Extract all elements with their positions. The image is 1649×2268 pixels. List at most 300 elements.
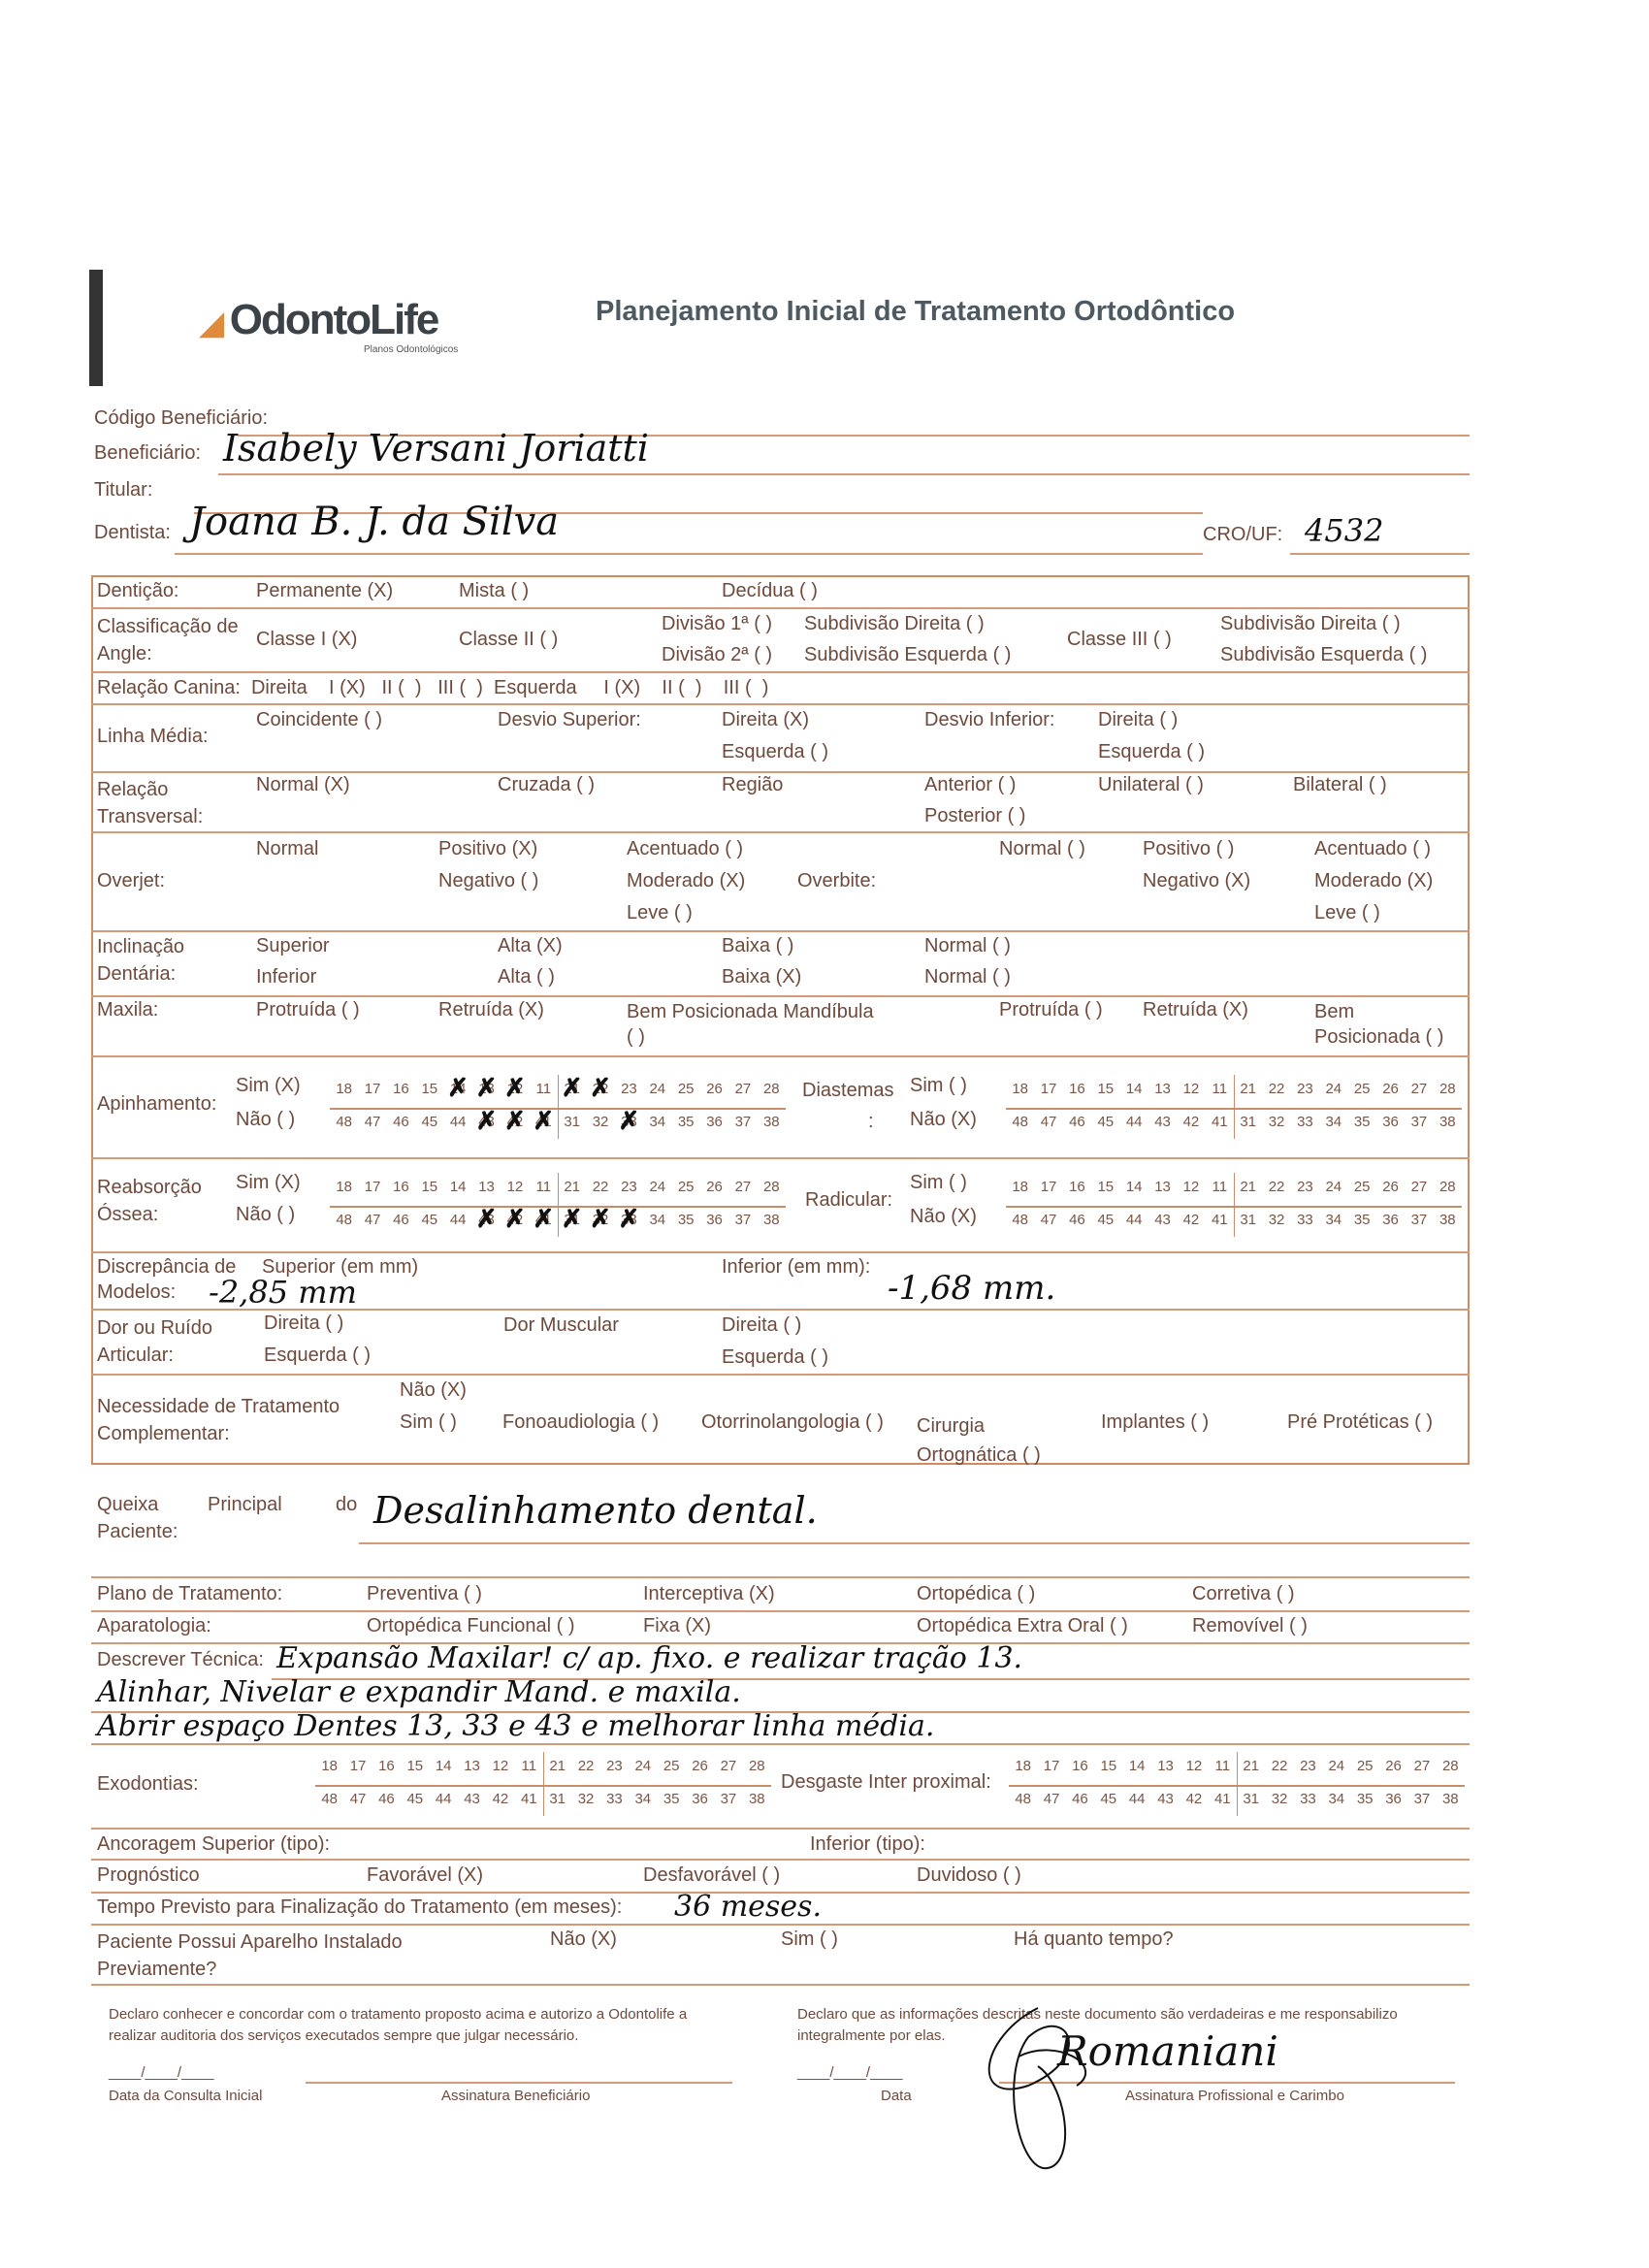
diastemas-sim[interactable]: Sim ( )	[910, 1075, 967, 1096]
overbite-acentuado[interactable]: Acentuado ( )	[1314, 838, 1432, 859]
tooth-16[interactable]: 16	[378, 1758, 395, 1774]
tooth-15[interactable]: 15	[1100, 1758, 1117, 1774]
maxila-protruida[interactable]: Protruída ( )	[256, 999, 360, 1021]
tooth-24[interactable]: 24	[1325, 1081, 1342, 1097]
tooth-35[interactable]: 35	[677, 1212, 695, 1228]
tooth-44[interactable]: 44	[435, 1791, 452, 1807]
tooth-25[interactable]: 25	[1353, 1081, 1371, 1097]
maxila-bem-posicionada-box[interactable]: ( )	[627, 1026, 645, 1048]
overjet-positivo[interactable]: Positivo (X)	[438, 838, 538, 859]
tooth-26[interactable]: 26	[1382, 1081, 1399, 1097]
tooth-45[interactable]: 45	[1100, 1791, 1117, 1807]
tooth-11[interactable]: 11	[535, 1179, 552, 1195]
tooth-45[interactable]: 45	[1097, 1212, 1115, 1228]
ancoragem-inferior-label: Inferior (tipo):	[810, 1833, 925, 1855]
tooth-44[interactable]: 44	[449, 1114, 467, 1130]
tooth-43[interactable]: 43	[1154, 1114, 1171, 1130]
tooth-22[interactable]: 22	[1271, 1758, 1288, 1774]
dentista-value[interactable]: Joana B. J. da Silva	[189, 500, 560, 544]
tooth-35[interactable]: 35	[1356, 1791, 1374, 1807]
tooth-38[interactable]: 38	[1439, 1114, 1456, 1130]
transversal-unilateral[interactable]: Unilateral ( )	[1098, 774, 1204, 795]
overjet-negativo[interactable]: Negativo ( )	[438, 870, 539, 891]
tooth-31[interactable]: 31	[549, 1791, 566, 1807]
tooth-47[interactable]: 47	[1040, 1114, 1057, 1130]
tooth-36[interactable]: 36	[1385, 1791, 1402, 1807]
tooth-13[interactable]: 13	[1154, 1179, 1171, 1195]
tooth-48[interactable]: 48	[321, 1791, 339, 1807]
overbite-positivo[interactable]: Positivo ( )	[1143, 838, 1235, 859]
tooth-35[interactable]: 35	[1353, 1114, 1371, 1130]
data-field[interactable]: ____/____/____	[797, 2064, 903, 2081]
tooth-37[interactable]: 37	[734, 1114, 752, 1130]
beneficiario-value[interactable]: Isabely Versani Joriatti	[223, 427, 649, 470]
tooth-38[interactable]: 38	[1441, 1791, 1459, 1807]
prognostico-desfavoravel[interactable]: Desfavorável ( )	[643, 1864, 781, 1886]
tooth-33[interactable]: 33	[606, 1791, 623, 1807]
tooth-46[interactable]: 46	[393, 1212, 409, 1228]
desvio-inferior-esquerda[interactable]: Esquerda ( )	[1098, 741, 1206, 762]
tooth-28[interactable]: 28	[748, 1758, 765, 1774]
tooth-11[interactable]: 11	[521, 1758, 537, 1774]
tooth-14[interactable]: 14	[449, 1179, 467, 1195]
tooth-17[interactable]: 17	[1040, 1081, 1057, 1097]
tooth-17[interactable]: 17	[364, 1179, 381, 1195]
tooth-25[interactable]: 25	[663, 1758, 680, 1774]
tooth-27[interactable]: 27	[734, 1081, 752, 1097]
overbite-moderado[interactable]: Moderado (X)	[1314, 870, 1434, 891]
tooth-27[interactable]: 27	[734, 1179, 752, 1195]
denticao-mista[interactable]: Mista ( )	[459, 580, 530, 601]
tooth-25[interactable]: 25	[677, 1081, 695, 1097]
diastemas-nao[interactable]: Não (X)	[910, 1109, 977, 1130]
inclinacao-baixa-inferior[interactable]: Baixa (X)	[722, 966, 802, 988]
tooth-16[interactable]: 16	[393, 1081, 409, 1097]
tooth-43[interactable]: 43 ✗	[472, 1114, 501, 1130]
tooth-18[interactable]: 18	[336, 1179, 353, 1195]
aparatologia-fixa[interactable]: Fixa (X)	[643, 1615, 711, 1636]
dor-muscular-direita[interactable]: Direita ( )	[722, 1314, 802, 1336]
tooth-47[interactable]: 47	[364, 1114, 381, 1130]
tooth-37[interactable]: 37	[1410, 1114, 1428, 1130]
tooth-31[interactable]: 31	[1243, 1791, 1260, 1807]
tooth-35[interactable]: 35	[677, 1114, 695, 1130]
tooth-44[interactable]: 44	[1125, 1114, 1143, 1130]
tooth-45[interactable]: 45	[406, 1791, 424, 1807]
apinhamento-sim[interactable]: Sim (X)	[236, 1075, 301, 1096]
mandibula-retruida[interactable]: Retruída (X)	[1143, 999, 1248, 1021]
declaracao-left-1: Declaro conhecer e concordar com o tratamento proposto acima e autorizo a Odontolife a	[109, 2006, 688, 2023]
tooth-41[interactable]: 41	[1213, 1791, 1231, 1807]
tooth-17[interactable]: 17	[364, 1081, 381, 1097]
tooth-21[interactable]: 21	[1243, 1758, 1260, 1774]
cro-value[interactable]: 4532	[1305, 512, 1384, 549]
tooth-34[interactable]: 34	[649, 1114, 666, 1130]
overbite-leve[interactable]: Leve ( )	[1314, 902, 1380, 923]
tooth-23[interactable]: 23	[621, 1081, 637, 1097]
necessidade-fonoaudiologia[interactable]: Fonoaudiologia ( )	[502, 1411, 660, 1433]
transversal-posterior[interactable]: Posterior ( )	[924, 805, 1026, 826]
tooth-13[interactable]: 13	[1157, 1758, 1174, 1774]
angle-divisao-1[interactable]: Divisão 1ª ( )	[662, 613, 773, 634]
tooth-21[interactable]: 21	[1240, 1081, 1257, 1097]
tooth-14[interactable]: 14	[1125, 1179, 1143, 1195]
tooth-11[interactable]: 11	[535, 1081, 552, 1097]
tooth-17[interactable]: 17	[349, 1758, 367, 1774]
tooth-31[interactable]: 31	[564, 1114, 581, 1130]
radicular-sim[interactable]: Sim ( )	[910, 1172, 967, 1193]
transversal-bilateral[interactable]: Bilateral ( )	[1293, 774, 1387, 795]
necessidade-implantes[interactable]: Implantes ( )	[1101, 1411, 1210, 1433]
exodontias-tooth-chart[interactable]	[315, 1758, 771, 1816]
tooth-14[interactable]: 14	[1125, 1081, 1143, 1097]
tooth-25[interactable]: 25	[1353, 1179, 1371, 1195]
tooth-17[interactable]: 17	[1040, 1179, 1057, 1195]
discrepancia-superior-value[interactable]: -2,85 mm	[209, 1274, 357, 1311]
reabsorcao-tooth-chart[interactable]	[330, 1179, 786, 1237]
tooth-27[interactable]: 27	[720, 1758, 737, 1774]
tooth-48[interactable]: 48	[1012, 1212, 1029, 1228]
angle-classe-1[interactable]: Classe I (X)	[256, 629, 358, 650]
tooth-35[interactable]: 35	[663, 1791, 680, 1807]
tooth-45[interactable]: 45	[1097, 1114, 1115, 1130]
angle-subdivisao-esquerda[interactable]: Subdivisão Esquerda ( )	[804, 644, 1012, 665]
tooth-38[interactable]: 38	[762, 1212, 780, 1228]
denticao-permanente[interactable]: Permanente (X)	[256, 580, 394, 601]
tooth-42[interactable]: 42 ✗	[501, 1114, 529, 1130]
tooth-22[interactable]: 22	[577, 1758, 595, 1774]
tooth-12[interactable]: 12	[506, 1179, 524, 1195]
tooth-13[interactable]: 13	[478, 1179, 495, 1195]
tooth-37[interactable]: 37	[720, 1791, 737, 1807]
tempo-value[interactable]: 36 meses.	[674, 1890, 822, 1924]
necessidade-sim[interactable]: Sim ( )	[400, 1411, 457, 1433]
reabsorcao-sim[interactable]: Sim (X)	[236, 1172, 301, 1193]
necessidade-otorrino[interactable]: Otorrinolangologia ( )	[701, 1411, 884, 1433]
tooth-15[interactable]: 15	[421, 1179, 438, 1195]
linha-media-coincidente[interactable]: Coincidente ( )	[256, 709, 383, 730]
overjet-normal[interactable]: Normal	[256, 838, 319, 859]
tooth-15[interactable]: 15	[421, 1081, 438, 1097]
tooth-47[interactable]: 47	[349, 1791, 367, 1807]
tooth-46[interactable]: 46	[1069, 1212, 1085, 1228]
tooth-46[interactable]: 46	[393, 1114, 409, 1130]
tooth-11[interactable]: 11	[1214, 1758, 1231, 1774]
tooth-21[interactable]: 21	[564, 1179, 581, 1195]
angle-classe-3[interactable]: Classe III ( )	[1067, 629, 1172, 650]
tooth-48[interactable]: 48	[1012, 1114, 1029, 1130]
tooth-41[interactable]: 41	[1211, 1114, 1228, 1130]
tooth-38[interactable]: 38	[762, 1114, 780, 1130]
necessidade-cirurgia[interactable]	[917, 1411, 1041, 1470]
inclinacao-alta-superior[interactable]: Alta (X)	[498, 935, 563, 956]
dor-muscular-label: Dor Muscular	[503, 1314, 619, 1336]
tooth-12[interactable]: 12	[492, 1758, 509, 1774]
tooth-12[interactable]: 12	[1185, 1758, 1203, 1774]
tooth-13[interactable]: 13	[1154, 1081, 1171, 1097]
desvio-inferior-direita[interactable]: Direita ( )	[1098, 709, 1179, 730]
plano-preventiva[interactable]: Preventiva ( )	[367, 1583, 482, 1604]
plano-interceptiva[interactable]: Interceptiva (X)	[643, 1583, 775, 1604]
inclinacao-baixa-superior[interactable]: Baixa ( )	[722, 935, 794, 956]
tooth-26[interactable]: 26	[706, 1179, 723, 1195]
overjet-moderado[interactable]: Moderado (X)	[627, 870, 746, 891]
tooth-42[interactable]: 42 ✗	[501, 1212, 529, 1228]
tooth-23[interactable]: 23	[1297, 1179, 1313, 1195]
tooth-33[interactable]: 33 ✗	[615, 1114, 643, 1130]
tooth-33[interactable]: 33 ✗	[615, 1212, 643, 1228]
tooth-42[interactable]: 42	[1182, 1212, 1200, 1228]
tooth-36[interactable]: 36	[706, 1212, 723, 1228]
tooth-12[interactable]: 12	[1182, 1179, 1200, 1195]
tooth-22[interactable]: 22	[1268, 1081, 1285, 1097]
tecnica-line-2[interactable]: Alinhar, Nivelar e expandir Mand. e maxila.	[97, 1675, 741, 1709]
data-consulta-field[interactable]: ____/____/____	[109, 2064, 214, 2081]
necessidade-pre-proteticas[interactable]: Pré Protéticas ( )	[1287, 1411, 1434, 1433]
tooth-23[interactable]: 23	[606, 1758, 623, 1774]
tooth-18[interactable]: 18	[336, 1081, 353, 1097]
overjet-acentuado[interactable]: Acentuado ( )	[627, 838, 744, 859]
transversal-normal[interactable]: Normal (X)	[256, 774, 350, 795]
inclinacao-normal-superior[interactable]: Normal ( )	[924, 935, 1011, 956]
tooth-14[interactable]: 14 ✗	[444, 1081, 472, 1097]
radicular-tooth-chart[interactable]	[1006, 1179, 1462, 1237]
tooth-24[interactable]: 24	[1328, 1758, 1345, 1774]
inclinacao-label	[97, 933, 184, 988]
tooth-44[interactable]: 44	[1128, 1791, 1146, 1807]
tooth-47[interactable]: 47	[1043, 1791, 1060, 1807]
mandibula-protruida[interactable]: Protruída ( )	[999, 999, 1103, 1021]
tooth-22[interactable]: 22	[1268, 1179, 1285, 1195]
tooth-42[interactable]: 42	[1185, 1791, 1203, 1807]
tooth-41[interactable]: 41	[1211, 1212, 1228, 1228]
tecnica-line-1[interactable]: Expansão Maxilar! c/ ap. fixo. e realizar tração 13.	[276, 1641, 1023, 1675]
tooth-23[interactable]: 23	[1297, 1081, 1313, 1097]
angle-classe3-subdivisao-direita[interactable]: Subdivisão Direita ( )	[1220, 613, 1401, 634]
tooth-41[interactable]: 41 ✗	[530, 1212, 558, 1228]
tooth-43[interactable]: 43 ✗	[472, 1212, 501, 1228]
tooth-36[interactable]: 36	[1382, 1114, 1399, 1130]
angle-divisao-2[interactable]: Divisão 2ª ( )	[662, 644, 773, 665]
tooth-42[interactable]: 42	[1182, 1114, 1200, 1130]
dor-direita[interactable]: Direita ( )	[264, 1312, 344, 1334]
tooth-33[interactable]: 33	[1297, 1212, 1313, 1228]
tooth-33[interactable]: 33	[1297, 1114, 1313, 1130]
tooth-41[interactable]: 41	[520, 1791, 537, 1807]
tooth-28[interactable]: 28	[762, 1179, 780, 1195]
logo-icon: ◢	[199, 305, 225, 341]
tooth-35[interactable]: 35	[1353, 1212, 1371, 1228]
prognostico-duvidoso[interactable]: Duvidoso ( )	[917, 1864, 1021, 1886]
tooth-24[interactable]: 24	[1325, 1179, 1342, 1195]
logo-text: OdontoLife	[229, 296, 438, 343]
desvio-superior-direita[interactable]: Direita (X)	[722, 709, 810, 730]
desvio-superior-esquerda[interactable]: Esquerda ( )	[722, 741, 829, 762]
apinhamento-tooth-chart[interactable]	[330, 1081, 786, 1139]
tooth-37[interactable]: 37	[1413, 1791, 1431, 1807]
inclinacao-alta-inferior[interactable]: Alta ( )	[498, 966, 555, 988]
denticao-decidua[interactable]: Decídua ( )	[722, 580, 818, 601]
tooth-34[interactable]: 34	[634, 1791, 652, 1807]
tooth-34[interactable]: 34	[1328, 1791, 1345, 1807]
tooth-48[interactable]: 48	[336, 1212, 353, 1228]
tooth-15[interactable]: 15	[1097, 1081, 1115, 1097]
prognostico-favoravel[interactable]: Favorável (X)	[367, 1864, 484, 1886]
transversal-anterior[interactable]: Anterior ( )	[924, 774, 1017, 795]
tecnica-line-3[interactable]: Abrir espaço Dentes 13, 33 e 43 e melhorar linha média.	[97, 1709, 935, 1743]
tooth-32[interactable]: 32 ✗	[586, 1212, 614, 1228]
tooth-43[interactable]: 43	[464, 1791, 480, 1807]
tooth-28[interactable]: 28	[762, 1081, 780, 1097]
tooth-21[interactable]: 21	[549, 1758, 566, 1774]
tooth-31[interactable]: 31	[1240, 1212, 1257, 1228]
tooth-18[interactable]: 18	[1012, 1179, 1029, 1195]
tooth-45[interactable]: 45	[421, 1212, 438, 1228]
maxila-retruida[interactable]: Retruída (X)	[438, 999, 544, 1021]
tooth-31[interactable]: 31 ✗	[558, 1212, 586, 1228]
tooth-27[interactable]: 27	[1413, 1758, 1431, 1774]
tooth-38[interactable]: 38	[748, 1791, 765, 1807]
tooth-47[interactable]: 47	[364, 1212, 381, 1228]
tooth-34[interactable]: 34	[1325, 1114, 1342, 1130]
tooth-16[interactable]: 16	[393, 1179, 409, 1195]
tooth-36[interactable]: 36	[706, 1114, 723, 1130]
tooth-31[interactable]: 31	[1240, 1114, 1257, 1130]
tooth-43[interactable]: 43	[1157, 1791, 1174, 1807]
tooth-12[interactable]: 12	[1182, 1081, 1200, 1097]
tooth-26[interactable]: 26	[1382, 1179, 1399, 1195]
tooth-25[interactable]: 25	[1356, 1758, 1374, 1774]
plano-corretiva[interactable]: Corretiva ( )	[1192, 1583, 1295, 1604]
tooth-46[interactable]: 46	[1069, 1114, 1085, 1130]
tooth-14[interactable]: 14	[435, 1758, 452, 1774]
tooth-47[interactable]: 47	[1040, 1212, 1057, 1228]
tooth-13[interactable]: 13	[464, 1758, 480, 1774]
radicular-nao[interactable]: Não (X)	[910, 1206, 977, 1227]
declaracao-left-2: realizar auditoria dos serviços executados sempre que julgar necessário.	[109, 2027, 579, 2044]
tooth-32[interactable]: 32	[1271, 1791, 1288, 1807]
tooth-11[interactable]: 11	[1212, 1081, 1228, 1097]
relacao-canina[interactable]: Relação Canina: Direita I (X) II ( ) III ( ) Esquerda I (X) II ( ) III ( )	[97, 677, 769, 698]
tooth-48[interactable]: 48	[336, 1114, 353, 1130]
tooth-24[interactable]: 24	[634, 1758, 652, 1774]
tooth-22[interactable]: 22	[592, 1179, 609, 1195]
tooth-44[interactable]: 44	[1125, 1212, 1143, 1228]
aparelho-nao[interactable]: Não (X)	[550, 1928, 617, 1950]
tooth-22[interactable]: 22 ✗	[586, 1081, 614, 1097]
mandibula-bem-posicionada[interactable]: Posicionada ( )	[1314, 1026, 1444, 1048]
angle-classe3-subdivisao-esquerda[interactable]: Subdivisão Esquerda ( )	[1220, 644, 1428, 665]
tooth-23[interactable]: 23	[621, 1179, 637, 1195]
desgaste-tooth-chart[interactable]	[1009, 1758, 1465, 1816]
tooth-26[interactable]: 26	[692, 1758, 708, 1774]
tooth-33[interactable]: 33	[1300, 1791, 1316, 1807]
discrepancia-inferior-value[interactable]: -1,68 mm.	[888, 1269, 1056, 1308]
tooth-16[interactable]: 16	[1072, 1758, 1088, 1774]
tooth-38[interactable]: 38	[1439, 1212, 1456, 1228]
tooth-28[interactable]: 28	[1441, 1758, 1459, 1774]
tooth-23[interactable]: 23	[1300, 1758, 1316, 1774]
tooth-27[interactable]: 27	[1410, 1179, 1428, 1195]
tooth-48[interactable]: 48	[1015, 1791, 1032, 1807]
tooth-16[interactable]: 16	[1069, 1081, 1085, 1097]
tooth-21[interactable]: 21 ✗	[558, 1081, 586, 1097]
tooth-36[interactable]: 36	[692, 1791, 708, 1807]
aparatologia-removivel[interactable]: Removível ( )	[1192, 1615, 1308, 1636]
mandibula-bem[interactable]: Bem	[1314, 1001, 1355, 1022]
tooth-12[interactable]: 12 ✗	[501, 1081, 529, 1097]
inclinacao-normal-inferior[interactable]: Normal ( )	[924, 966, 1011, 988]
reabsorcao-nao[interactable]: Não ( )	[236, 1204, 296, 1225]
tooth-28[interactable]: 28	[1439, 1179, 1456, 1195]
tooth-32[interactable]: 32	[1268, 1114, 1285, 1130]
overbite-negativo[interactable]: Negativo (X)	[1143, 870, 1251, 891]
tooth-15[interactable]: 15	[1097, 1179, 1115, 1195]
tooth-18[interactable]: 18	[1015, 1758, 1032, 1774]
tooth-42[interactable]: 42	[492, 1791, 509, 1807]
overbite-normal[interactable]: Normal ( )	[999, 838, 1085, 859]
tooth-26[interactable]: 26	[1385, 1758, 1402, 1774]
queixa-value[interactable]: Desalinhamento dental.	[373, 1489, 818, 1532]
tooth-28[interactable]: 28	[1439, 1081, 1456, 1097]
tooth-43[interactable]: 43	[1154, 1212, 1171, 1228]
dor-esquerda[interactable]: Esquerda ( )	[264, 1345, 372, 1366]
aparatologia-extra-oral[interactable]: Ortopédica Extra Oral ( )	[917, 1615, 1128, 1636]
tooth-24[interactable]: 24	[649, 1081, 666, 1097]
tooth-32[interactable]: 32	[592, 1114, 609, 1130]
overjet-leve[interactable]: Leve ( )	[627, 902, 693, 923]
tooth-18[interactable]: 18	[321, 1758, 339, 1774]
tooth-41[interactable]: 41 ✗	[530, 1114, 558, 1130]
tooth-34[interactable]: 34	[649, 1212, 666, 1228]
tooth-17[interactable]: 17	[1043, 1758, 1060, 1774]
aparatologia-funcional[interactable]: Ortopédica Funcional ( )	[367, 1615, 575, 1636]
maxila-bem-posicionada[interactable]: Bem Posicionada Mandíbula	[627, 1001, 874, 1022]
tooth-37[interactable]: 37	[1410, 1212, 1428, 1228]
tooth-44[interactable]: 44	[449, 1212, 467, 1228]
tooth-21[interactable]: 21	[1240, 1179, 1257, 1195]
tooth-32[interactable]: 32	[577, 1791, 595, 1807]
tooth-13[interactable]: 13 ✗	[472, 1081, 501, 1097]
dor-muscular-esquerda[interactable]: Esquerda ( )	[722, 1346, 829, 1368]
plano-ortopedica[interactable]: Ortopédica ( )	[917, 1583, 1036, 1604]
tooth-16[interactable]: 16	[1069, 1179, 1085, 1195]
aparelho-sim[interactable]: Sim ( )	[781, 1928, 838, 1950]
tooth-14[interactable]: 14	[1128, 1758, 1146, 1774]
tooth-24[interactable]: 24	[649, 1179, 666, 1195]
tooth-27[interactable]: 27	[1410, 1081, 1428, 1097]
tooth-25[interactable]: 25	[677, 1179, 695, 1195]
tooth-36[interactable]: 36	[1382, 1212, 1399, 1228]
necessidade-nao[interactable]: Não (X)	[400, 1379, 467, 1401]
tooth-37[interactable]: 37	[734, 1212, 752, 1228]
transversal-cruzada[interactable]: Cruzada ( )	[498, 774, 596, 795]
angle-classe-2[interactable]: Classe II ( )	[459, 629, 559, 650]
tooth-15[interactable]: 15	[406, 1758, 424, 1774]
tooth-45[interactable]: 45	[421, 1114, 438, 1130]
angle-subdivisao-direita[interactable]: Subdivisão Direita ( )	[804, 613, 985, 634]
diastemas-tooth-chart[interactable]	[1006, 1081, 1462, 1139]
page-title: Planejamento Inicial de Tratamento Ortodôntico	[596, 296, 1236, 327]
apinhamento-nao[interactable]: Não ( )	[236, 1109, 296, 1130]
tooth-26[interactable]: 26	[706, 1081, 723, 1097]
tooth-46[interactable]: 46	[1072, 1791, 1088, 1807]
tooth-11[interactable]: 11	[1212, 1179, 1228, 1195]
tooth-18[interactable]: 18	[1012, 1081, 1029, 1097]
tooth-46[interactable]: 46	[378, 1791, 395, 1807]
tooth-32[interactable]: 32	[1268, 1212, 1285, 1228]
tooth-34[interactable]: 34	[1325, 1212, 1342, 1228]
